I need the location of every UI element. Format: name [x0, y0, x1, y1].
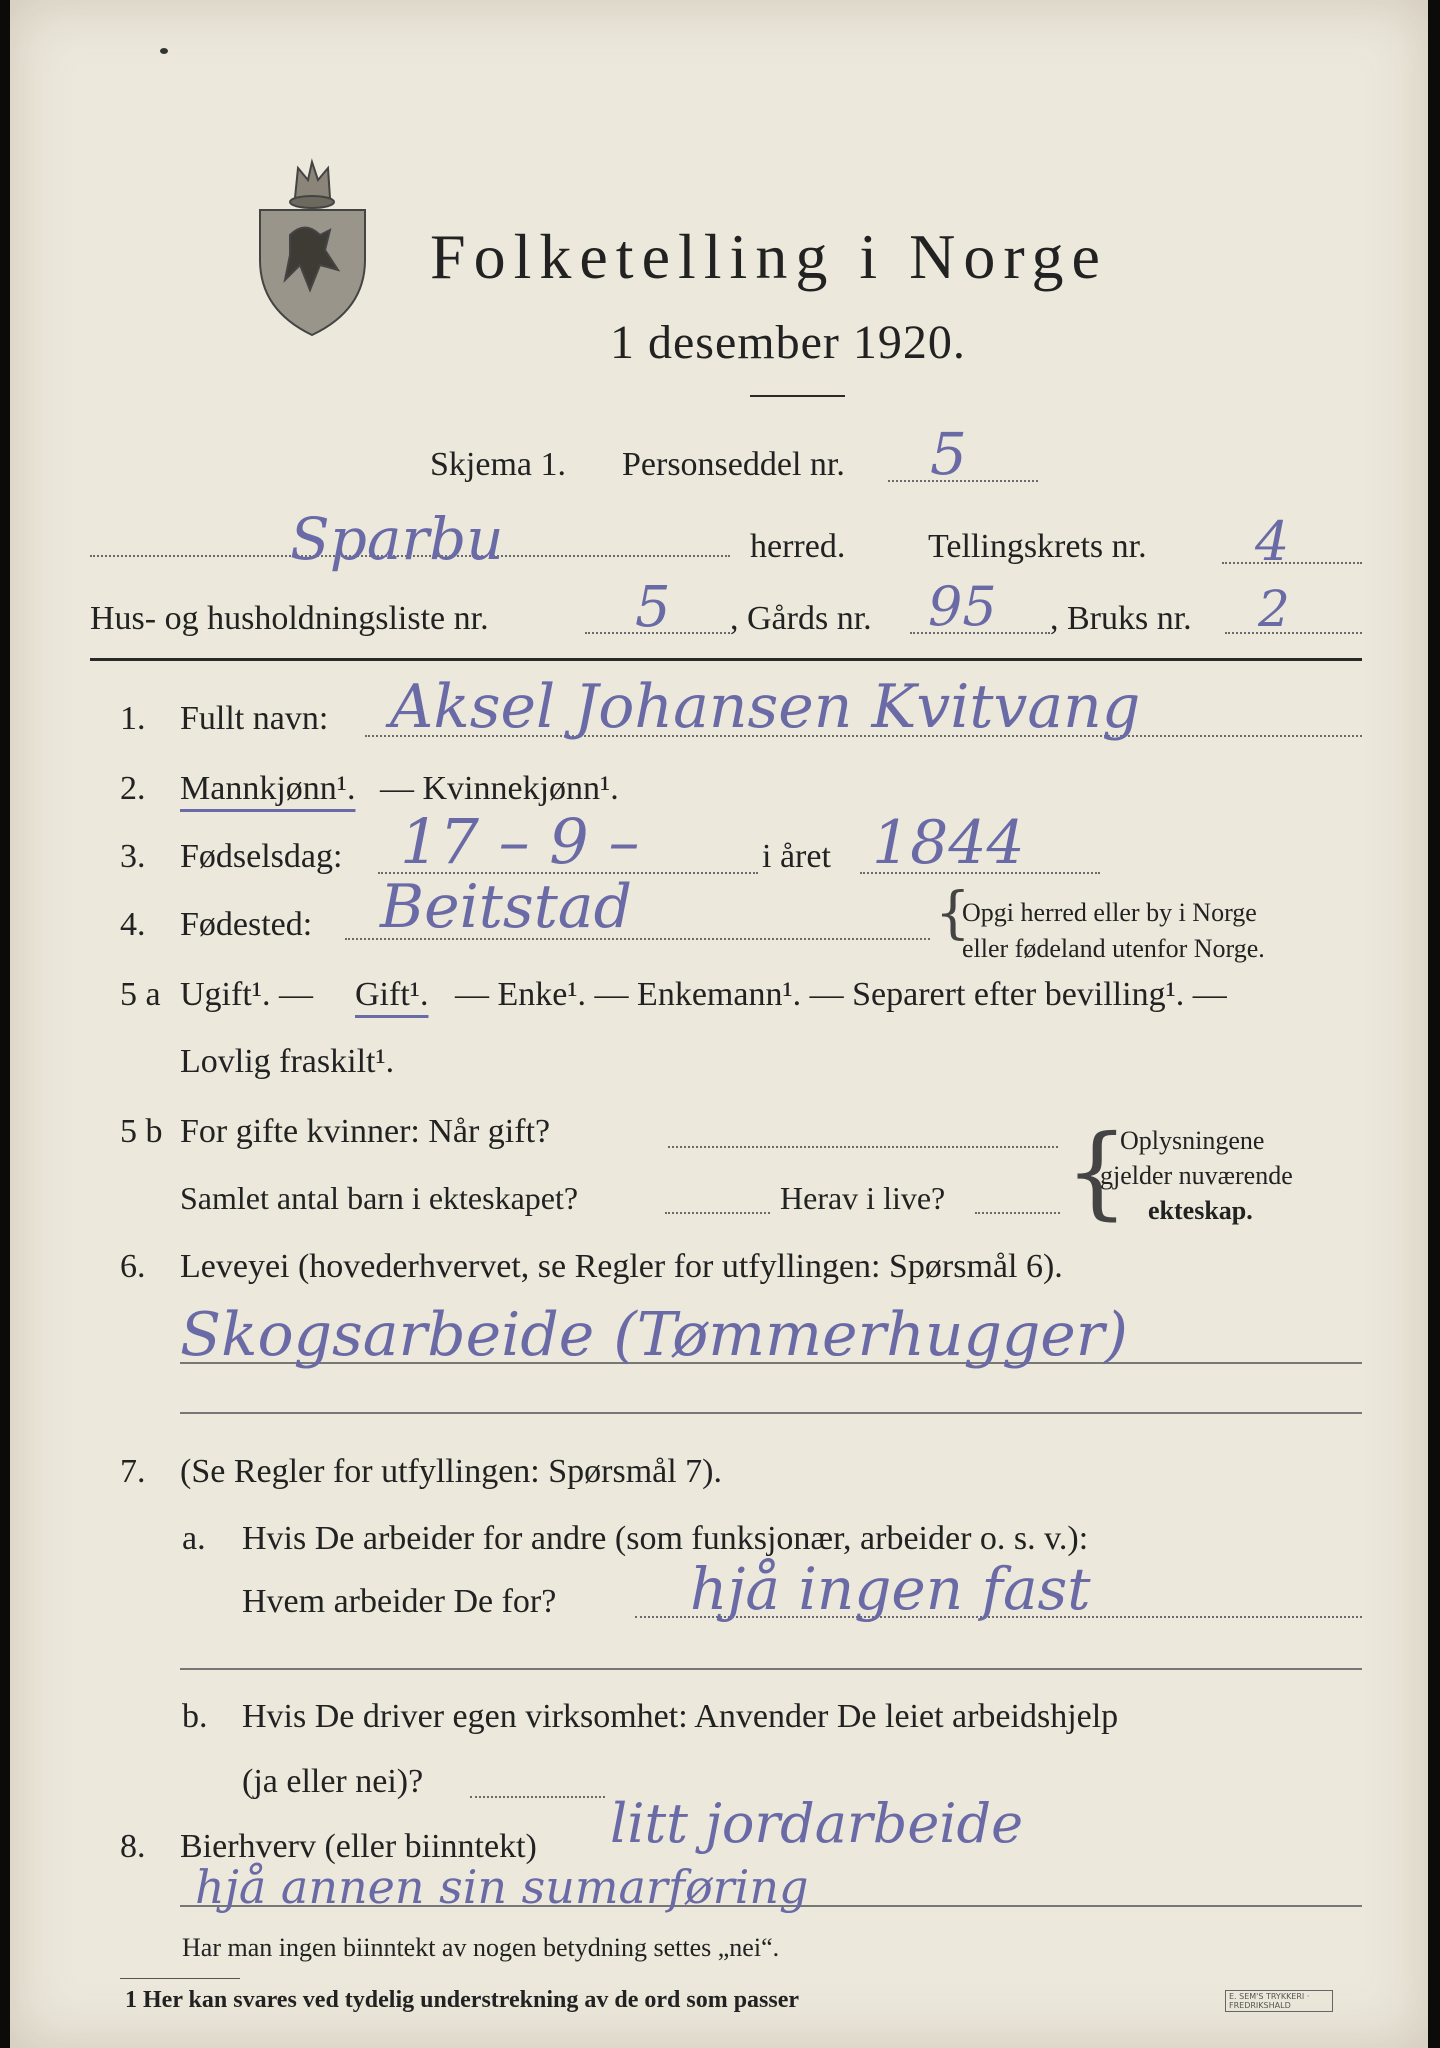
footnote: 1 Her kan svares ved tydelig understrekning av de ord som passer [125, 1987, 800, 2013]
form-date: 1 desember 1920. [610, 316, 966, 369]
q5b-alive-label: Herav i live? [780, 1180, 946, 1216]
q4-note-brace: { [935, 881, 971, 946]
q2-number: 2. [120, 770, 146, 807]
q2-female-option: — Kvinnekjønn¹. [380, 770, 619, 807]
q7a-question: Hvem arbeider De for? [242, 1583, 557, 1620]
form-title: Folketelling i Norge [430, 221, 1108, 292]
q4-label: Fødested: [180, 906, 313, 943]
q5a-number: 5 a [120, 976, 161, 1013]
title-divider [750, 395, 845, 397]
tellingskrets-field-line [1222, 562, 1362, 564]
bruks-field-line [1225, 632, 1362, 634]
q5b-note-brace: { [1065, 1113, 1129, 1230]
footnote-rule [120, 1978, 240, 1979]
q7a-extra-line [180, 1668, 1362, 1670]
q5b-alive-field-line [975, 1212, 1060, 1214]
q7-label: (Se Regler for utfyllingen: Spørsmål 7). [180, 1453, 723, 1490]
census-form-page [10, 0, 1428, 2048]
printer-stamp: E. SEM'S TRYKKERI · FREDRIKSHALD [1225, 1990, 1333, 2012]
q4-note-line1: Opgi herred eller by i Norge [962, 898, 1257, 927]
q2-male-option: Mannkjønn¹. [180, 770, 356, 807]
q3-label: Fødselsdag: [180, 838, 343, 875]
q5b-note-line1: Oplysningene [1120, 1126, 1265, 1155]
q3-year-value: 1844 [872, 808, 1025, 878]
q7b-field-line [470, 1796, 605, 1798]
personseddel-label: Personseddel nr. [622, 446, 845, 483]
q8-note: Har man ingen biinntekt av nogen betydning settes „nei“. [182, 1933, 780, 1962]
q5b-note-line3: ekteskap. [1148, 1196, 1253, 1225]
q6-value: Skogsarbeide (Tømmerhugger) [180, 1300, 1128, 1370]
q5b-when-married-field-line [668, 1146, 1058, 1148]
hus-label: Hus- og husholdningsliste nr. [90, 600, 489, 637]
q5b-note-line2: gjelder nuværende [1100, 1161, 1293, 1190]
tellingskrets-value: 4 [1255, 510, 1290, 573]
q8-value-line2: hjå annen sin sumarføring [195, 1860, 809, 1914]
q4-note-line2: eller fødeland utenfor Norge. [962, 934, 1265, 963]
hus-value: 5 [635, 575, 671, 640]
q5a-unmarried-option: Ugift¹. — [180, 976, 313, 1013]
q7a-letter: a. [182, 1520, 206, 1557]
tellingskrets-label: Tellingskrets nr. [928, 528, 1147, 565]
q6-label: Leveyei (hovederhvervet, se Regler for utfyllingen: Spørsmål 6). [180, 1248, 1063, 1285]
personseddel-value: 5 [930, 420, 967, 488]
q7a-value: hjå ingen fast [690, 1555, 1091, 1623]
q5b-number: 5 b [120, 1113, 163, 1150]
gards-value: 95 [928, 575, 997, 638]
q5a-divorced-option: Lovlig fraskilt¹. [180, 1043, 395, 1080]
q3-birthdate-value: 17 – 9 – [400, 805, 640, 878]
herred-value: Sparbu [290, 505, 504, 573]
q5a-married-option: Gift¹. [355, 976, 429, 1013]
q7b-text: Hvis De driver egen virksomhet: Anvender De leiet arbeidshjelp [242, 1698, 1119, 1735]
q5b-children-field-line [665, 1212, 770, 1214]
bruks-label: , Bruks nr. [1050, 600, 1192, 637]
norwegian-coat-of-arms-icon [250, 140, 370, 340]
q1-number: 1. [120, 700, 146, 737]
q1-value: Aksel Johansen Kvitvang [390, 672, 1141, 742]
q1-label: Fullt navn: [180, 700, 329, 737]
q3-number: 3. [120, 838, 146, 875]
header-separator [90, 658, 1362, 661]
q5b-children-label: Samlet antal barn i ekteskapet? [180, 1180, 579, 1216]
q3-year-label: i året [762, 838, 831, 875]
q8-value-line1: litt jordarbeide [610, 1792, 1024, 1855]
bruks-value: 2 [1258, 580, 1290, 638]
q7-number: 7. [120, 1453, 146, 1490]
skjema-label: Skjema 1. [430, 446, 566, 483]
gards-label: , Gårds nr. [730, 600, 872, 637]
ink-mark [160, 48, 168, 54]
q7b-letter: b. [182, 1698, 208, 1735]
q4-value: Beitstad [380, 872, 632, 942]
q8-number: 8. [120, 1828, 146, 1865]
herred-label: herred. [750, 528, 846, 565]
q6-number: 6. [120, 1248, 146, 1285]
q5b-when-married-label: For gifte kvinner: Når gift? [180, 1113, 551, 1150]
q7b-question: (ja eller nei)? [242, 1763, 424, 1800]
q5a-other-options: — Enke¹. — Enkemann¹. — Separert efter bevilling¹. — [455, 976, 1227, 1013]
q8-label: Bierhverv (eller biinntekt) [180, 1828, 537, 1865]
q7a-text: Hvis De arbeider for andre (som funksjonær, arbeider o. s. v.): [242, 1520, 1089, 1557]
q6-field-line-2 [180, 1412, 1362, 1414]
q4-number: 4. [120, 906, 146, 943]
